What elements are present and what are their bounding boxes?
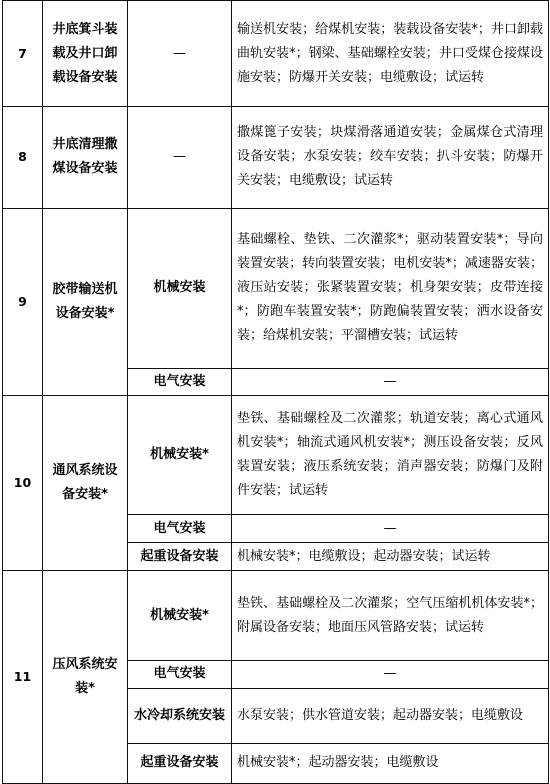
work-content: 机械安装*；起动器安装；电缆敷设	[232, 743, 549, 783]
work-content: 垫铁、基础螺栓及二次灌浆；空气压缩机机体安装*；附属设备安装；地面压风管路安装；试运转	[232, 571, 549, 660]
installation-items-table	[2, 0, 549, 784]
sub-item-name: 起重设备安装	[128, 543, 232, 571]
work-content: 垫铁、基础螺栓及二次灌浆；轨道安装；离心式通风机安装*；轴流式通风机安装*；测压设备安装；反风装置安装；液压系统安装；消声器安装；防爆门及附件安装；试运转	[232, 395, 549, 514]
work-content: 机械安装*；电缆敷设；起动器安装；试运转	[232, 543, 549, 571]
sub-item-name: —	[128, 107, 232, 208]
table-row	[3, 1, 549, 107]
table-row	[3, 571, 549, 660]
work-content: 撒煤篦子安装；块煤滑落通道安装；金属煤仓式清理设备安装；水泵安装；绞车安装；扒斗安装；防爆开关安装；电缆敷设；试运转	[232, 107, 549, 208]
table-row	[3, 208, 549, 368]
work-content: —	[232, 368, 549, 395]
item-number: 9	[3, 208, 43, 395]
item-name: 压风系统安装*	[43, 571, 128, 784]
work-content: 水泵安装；供水管道安装；起动器安装；电缆敷设	[232, 688, 549, 743]
sub-item-name: —	[128, 1, 232, 107]
sub-item-name: 机械安装*	[128, 571, 232, 660]
item-number: 7	[3, 1, 43, 107]
work-content: —	[232, 660, 549, 688]
item-number: 8	[3, 107, 43, 208]
work-content: 基础螺栓、垫铁、二次灌浆*；驱动装置安装*；导向装置安装；转向装置安装；电机安装*；减速器安装；液压站安装；张紧装置安装；机身架安装；皮带连接*；防跑车装置安装*；防跑偏装置安装；洒水设备安装；给煤机安装；平溜槽安装；试运转	[232, 208, 549, 368]
item-number: 11	[3, 571, 43, 784]
sub-item-name: 机械安装	[128, 208, 232, 368]
table-row	[3, 395, 549, 514]
item-name: 井底清理撒煤设备安装	[43, 107, 128, 208]
sub-item-name: 机械安装*	[128, 395, 232, 514]
sub-item-name: 水冷却系统安装	[128, 688, 232, 743]
item-name: 通风系统设备安装*	[43, 395, 128, 570]
item-number: 10	[3, 395, 43, 570]
work-content: 输送机安装；给煤机安装；装载设备安装*；井口卸载曲轨安装*；钢梁、基础螺栓安装；井口受煤仓接煤设施安装；防爆开关安装；电缆敷设；试运转	[232, 1, 549, 107]
sub-item-name: 电气安装	[128, 515, 232, 543]
table-row	[3, 107, 549, 208]
work-content: —	[232, 515, 549, 543]
sub-item-name: 电气安装	[128, 660, 232, 688]
item-name: 井底箕斗装载及井口卸载设备安装	[43, 1, 128, 107]
item-name: 胶带输送机设备安装*	[43, 208, 128, 395]
sub-item-name: 电气安装	[128, 368, 232, 395]
sub-item-name: 起重设备安装	[128, 743, 232, 783]
